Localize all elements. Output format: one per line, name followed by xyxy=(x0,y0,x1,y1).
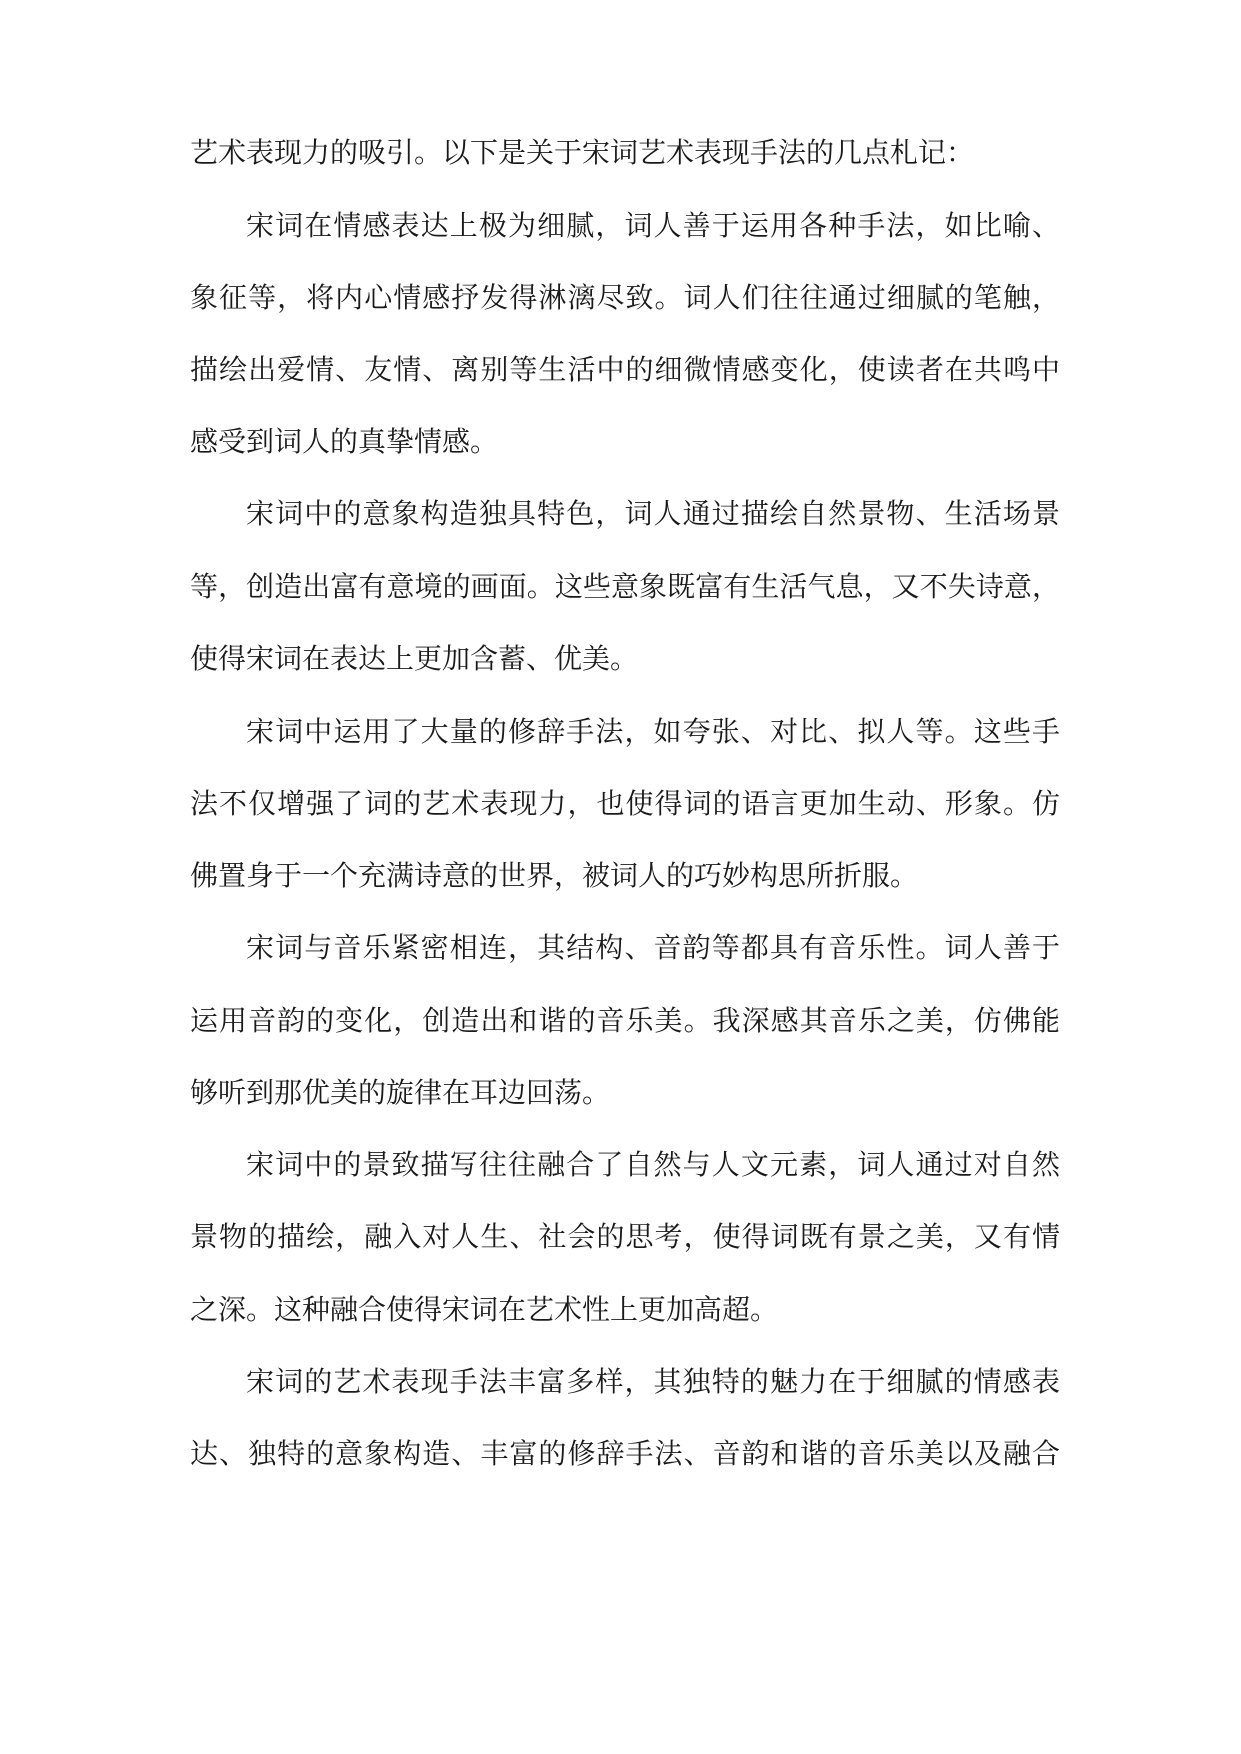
text-line: 感受到词人的真挚情感。 xyxy=(190,425,499,458)
text-line: 运用音韵的变化，创造出和谐的音乐美。我深感其音乐之美，仿佛能 xyxy=(190,1004,1060,1037)
text-line: 描绘出爱情、友情、离别等生活中的细微情感变化，使读者在共鸣中 xyxy=(190,353,1060,386)
paragraph-first-line: 宋词中的景致描写往往融合了自然与人文元素，词人通过对自然 xyxy=(246,1148,1060,1181)
text-line: 艺术表现力的吸引。以下是关于宋词艺术表现手法的几点札记： xyxy=(190,136,975,169)
paragraph-first-line: 宋词与音乐紧密相连，其结构、音韵等都具有音乐性。词人善于 xyxy=(246,931,1060,964)
paragraph-first-line: 宋词中运用了大量的修辞手法，如夸张、对比、拟人等。这些手 xyxy=(246,715,1060,748)
paragraph-first-line: 宋词的艺术表现手法丰富多样，其独特的魅力在于细腻的情感表 xyxy=(246,1365,1060,1398)
text-line: 使得宋词在表达上更加含蓄、优美。 xyxy=(190,642,639,675)
text-line: 之深。这种融合使得宋词在艺术性上更加高超。 xyxy=(190,1293,779,1326)
text-line: 法不仅增强了词的艺术表现力，也使得词的语言更加生动、形象。仿 xyxy=(190,787,1060,820)
text-line: 象征等，将内心情感抒发得淋漓尽致。词人们往往通过细腻的笔触， xyxy=(190,281,1060,314)
paragraph-first-line: 宋词中的意象构造独具特色，词人通过描绘自然景物、生活场景 xyxy=(246,497,1060,530)
text-line: 够听到那优美的旋律在耳边回荡。 xyxy=(190,1076,611,1109)
text-line: 等，创造出富有意境的画面。这些意象既富有生活气息，又不失诗意， xyxy=(190,570,1060,603)
text-line: 佛置身于一个充满诗意的世界，被词人的巧妙构思所折服。 xyxy=(190,859,919,892)
paragraph-first-line: 宋词在情感表达上极为细腻，词人善于运用各种手法，如比喻、 xyxy=(246,209,1060,242)
text-line: 景物的描绘，融入对人生、社会的思考，使得词既有景之美，又有情 xyxy=(190,1220,1060,1253)
text-line: 达、独特的意象构造、丰富的修辞手法、音韵和谐的音乐美以及融合 xyxy=(190,1437,1060,1470)
